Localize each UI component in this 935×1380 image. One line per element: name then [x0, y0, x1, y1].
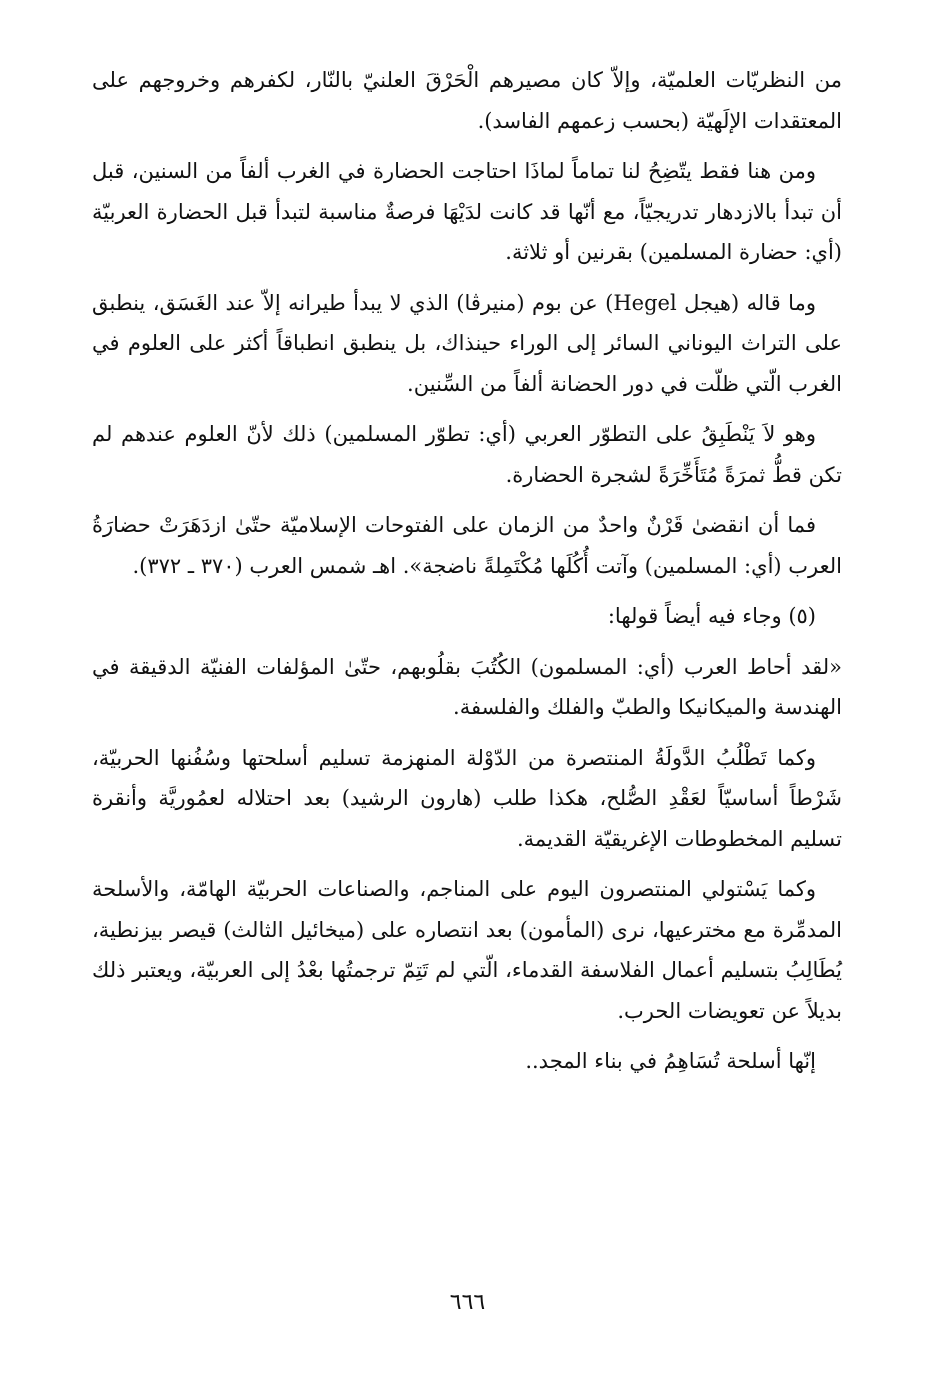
- paragraph-4: وهو لاَ يَنْطَبِقُ على التطوّر العربي (أي: تطوّر المسلمين) ذلك لأنّ العلوم عندهم لم تكن قطُّ ثمرَةً مُتَأَخِّرَةً لشجرة الحضارة.: [92, 422, 842, 487]
- document-page: [92, 60, 842, 1320]
- paragraph-closing: إنّها أسلحة تُسَاهِمُ في بناء المجد..: [525, 1049, 816, 1073]
- paragraph-3: وما قاله (هيجل Hegel) عن بوم (منيرڤا) الذي لا يبدأ طيرانه إلاّ عند الغَسَق، ينطبق على التراث اليوناني السائر إلى الوراء حينذاك، بل ينطبق انطباقاً أكثر على العلوم في الغرب الّتي ظلّت في دور الحضانة ألفاً من السِّنين.: [92, 290, 842, 396]
- paragraph-5: فما أن انقضىٰ قَرْنٌ واحدٌ من الزمان على الفتوحات الإسلاميّة حتّىٰ ازدَهَرَتْ حضارَةُ العرب (أي: المسلمين) وآتت أُكُلَها مُكْتَمِلةً ناضجة». اهـ شمس العرب (٣٧٠ ـ ٣٧٢).: [92, 513, 842, 578]
- page-number: ٦٦٦: [449, 1290, 486, 1315]
- paragraph-8: وكما يَسْتولي المنتصرون اليوم على المناجم، والصناعات الحربيّة الهامّة، والأسلحة المدمِّرة مع مخترعيها، نرى (المأمون) بعد انتصاره على (ميخائيل الثالث) قيصر بيزنطية، يُطَالِبُ بتسليم أعمال الفلاسفة القدماء، الّتي لم تَتِمّ ترجمتُها بعْدُ إلى العربيّة، ويعتبر ذلك بديلاً عن تعويضات الحرب.: [92, 877, 842, 1023]
- paragraph-1: من النظريّات العلميّة، وإلاّ كان مصيرهم الْحَرْقَ العلنيّ بالنّار، لكفرهم وخروجهم على المعتقدات الإلَهيّة (بحسب زعمهم الفاسد).: [92, 68, 842, 133]
- footnote-heading: (٥) وجاء فيه أيضاً قولها:: [607, 604, 816, 628]
- paragraph-2: ومن هنا فقط يتّضِحُ لنا تماماً لماذَا احتاجت الحضارة في الغرب ألفاً من السنين، قبل أن تبدأ بالازدهار تدريجيّاً، مع أنّها قد كانت لدَيْهَا فرصةٌ مناسبة لتبدأ قبل الحضارة العربيّة (أي: حضارة المسلمين) بقرنين أو ثلاثة.: [92, 159, 842, 264]
- paragraph-7: وكما تَطْلُبُ الدَّولَةُ المنتصرة من الدّوْلة المنهزمة تسليم أسلحتها وسُفُنها الحربيّة، شَرْطاً أساسيّاً لعَقْدِ الصُّلح، هكذا طلب (هارون الرشيد) بعد احتلاله لعمُوريَّة وأنقرة تسليم المخطوطات الإغريقيّة القديمة.: [92, 745, 842, 851]
- paragraph-quote: «لقد أحاط العرب (أي: المسلمون) الكُتُبَ بقلُوبهم، حتّىٰ المؤلفات الفنيّة الدقيقة في الهندسة والميكانيكا والطبّ والفلك والفلسفة.: [92, 654, 842, 719]
